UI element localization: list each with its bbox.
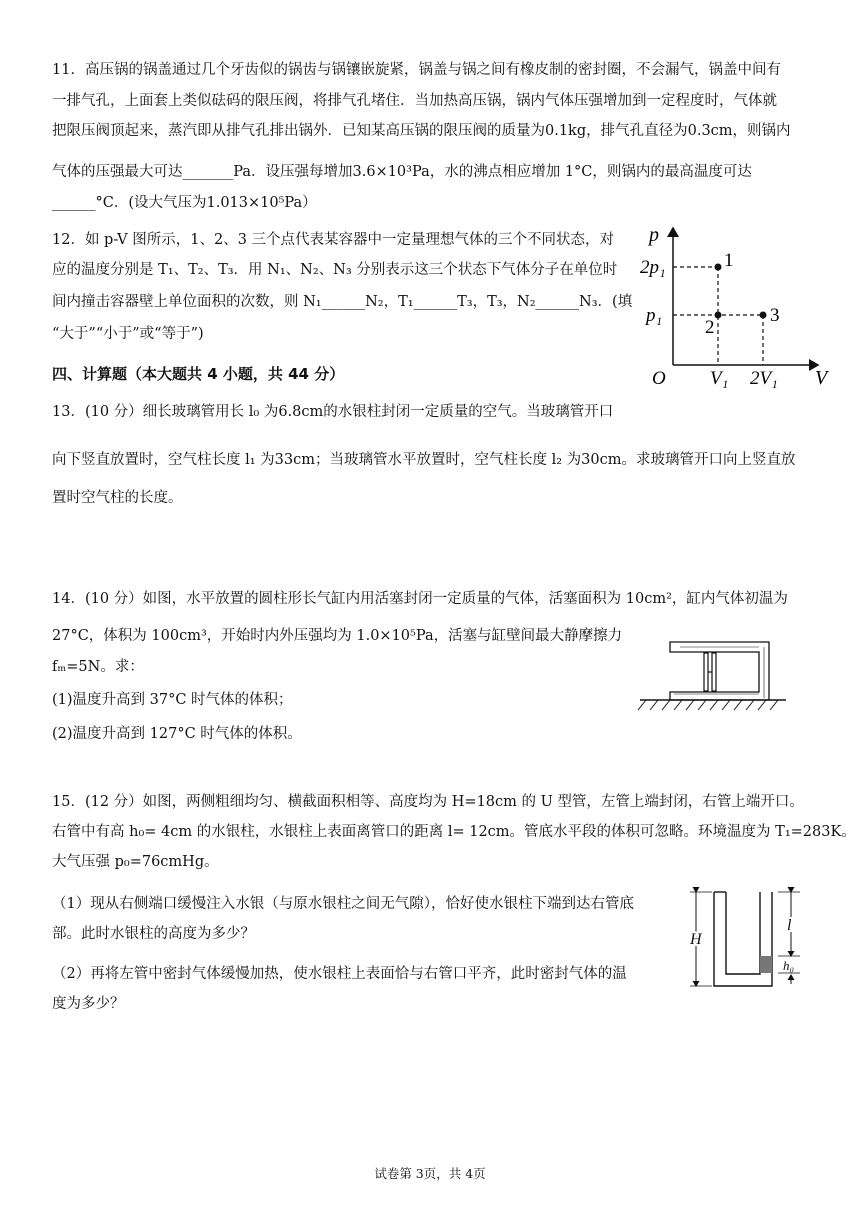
- q15-line-7: 度为多少？: [52, 996, 125, 1012]
- u-tube-figure: [682, 884, 812, 994]
- q12-line-4: “大于”“小于”或“等于”): [52, 326, 204, 342]
- q15-line-5: 部。此时水银柱的高度为多少？: [52, 926, 255, 942]
- q14-line-2: 27°C，体积为 100cm³，开始时内外压强均为 1.0×10⁵Pa，活塞与缸壁间最大静摩擦力: [52, 628, 623, 644]
- q11-line-5: ______°C．(设大气压为1.013×10⁵Pa）: [52, 195, 317, 211]
- q14-line-4: (1)温度升高到 37°C 时气体的体积；: [52, 692, 293, 708]
- section-heading: 四、计算题（本大题共 4 小题，共 44 分）: [52, 365, 345, 383]
- cylinder-figure: [632, 640, 788, 718]
- q15-line-1: 15．(12 分）如图，两侧粗细均匀、横截面积相等、高度均为 H=18cm 的 U 型管，左管上端封闭，右管上端开口。: [52, 794, 804, 810]
- axis-label-v: V: [815, 367, 828, 389]
- piston-left: [704, 653, 708, 691]
- tick-2v1: 2V₁: [750, 368, 778, 389]
- cylinder-wall: [670, 642, 769, 700]
- q14-line-1: 14．(10 分）如图，水平放置的圆柱形长气缸内用活塞封闭一定质量的气体，活塞面积为 10cm²，缸内气体初温为: [52, 591, 788, 607]
- q11-line-1: 11．高压锅的锅盖通过几个牙齿似的锅齿与锅镶嵌旋紧，锅盖与锅之间有橡皮制的密封圈，不会漏气，锅盖中间有: [52, 62, 781, 78]
- q14-line-5: (2)温度升高到 127°C 时气体的体积。: [52, 726, 302, 742]
- point-label-2: 2: [705, 317, 715, 338]
- state-point-2: [715, 312, 722, 319]
- tick-v1: V₁: [710, 368, 729, 389]
- tick-p1: p₁: [646, 305, 663, 326]
- label-H: H: [690, 931, 702, 948]
- q13-line-3: 置时空气柱的长度。: [52, 490, 183, 506]
- q11-line-3: 把限压阀顶起来，蒸汽即从排气孔排出锅外．已知某高压锅的限压阀的质量为0.1kg，排气孔直径为0.3cm，则锅内: [52, 123, 791, 139]
- q15-line-4: （1）现从右侧端口缓慢注入水银（与原水银柱之间无气隙），恰好使水银柱下端到达右管底: [52, 896, 634, 912]
- point-label-1: 1: [724, 250, 734, 271]
- q13-line-1: 13．(10 分）细长玻璃管用长 l₀ 为6.8cm的水银柱封闭一定质量的空气。当玻璃管开口: [52, 404, 614, 420]
- point-label-3: 3: [770, 305, 780, 326]
- q12-line-2: 应的温度分别是 T₁、T₂、T₃．用 N₁、N₂、N₃ 分别表示这三个状态下气体分子在单位时: [52, 262, 618, 278]
- q15-line-2: 右管中有高 h₀= 4cm 的水银柱，水银柱上表面离管口的距离 l= 12cm。管底水平段的体积可忽略。环境温度为 T₁=283K。: [52, 824, 856, 840]
- q12-line-3: 间内撞击容器壁上单位面积的次数，则 N₁______N₂，T₁______T₃，T₃，N₂______N₃．(填: [52, 294, 633, 310]
- q15-line-3: 大气压强 p₀=76cmHg。: [52, 854, 219, 870]
- q11-line-4: 气体的压强最大可达_______Pa．设压强每增加3.6×10³Pa，水的沸点相应增加 1°C，则锅内的最高温度可达: [52, 164, 752, 180]
- piston-right: [712, 653, 716, 691]
- q15-line-6: （2）再将左管中密封气体缓慢加热，使水银柱上表面恰与右管口平齐，此时密封气体的温: [52, 966, 627, 982]
- pv-graph: [630, 222, 840, 390]
- tick-2p1: 2p₁: [640, 257, 666, 278]
- axis-label-p: p: [649, 224, 659, 246]
- origin-label: O: [652, 368, 666, 389]
- mercury-column: [760, 956, 772, 973]
- label-h0: h₀: [783, 958, 795, 973]
- q13-line-2: 向下竖直放置时，空气柱长度 l₁ 为33cm；当玻璃管水平放置时，空气柱长度 l₂ 为30cm。求玻璃管开口向上竖直放: [52, 452, 796, 468]
- q12-line-1: 12．如 p-V 图所示，1、2、3 三个点代表某容器中一定量理想气体的三个不同状态，对: [52, 232, 615, 248]
- q14-line-3: fₘ=5N。求：: [52, 659, 144, 675]
- state-point-1: [715, 264, 722, 271]
- u-tube-inner: [726, 892, 760, 974]
- label-l: l: [787, 917, 792, 934]
- q11-line-2: 一排气孔，上面套上类似砝码的限压阀，将排气孔堵住．当加热高压锅，锅内气体压强增加到一定程度时，气体就: [52, 93, 777, 109]
- page-footer: 试卷第 3页，共 4页: [374, 1166, 486, 1181]
- state-point-3: [760, 312, 767, 319]
